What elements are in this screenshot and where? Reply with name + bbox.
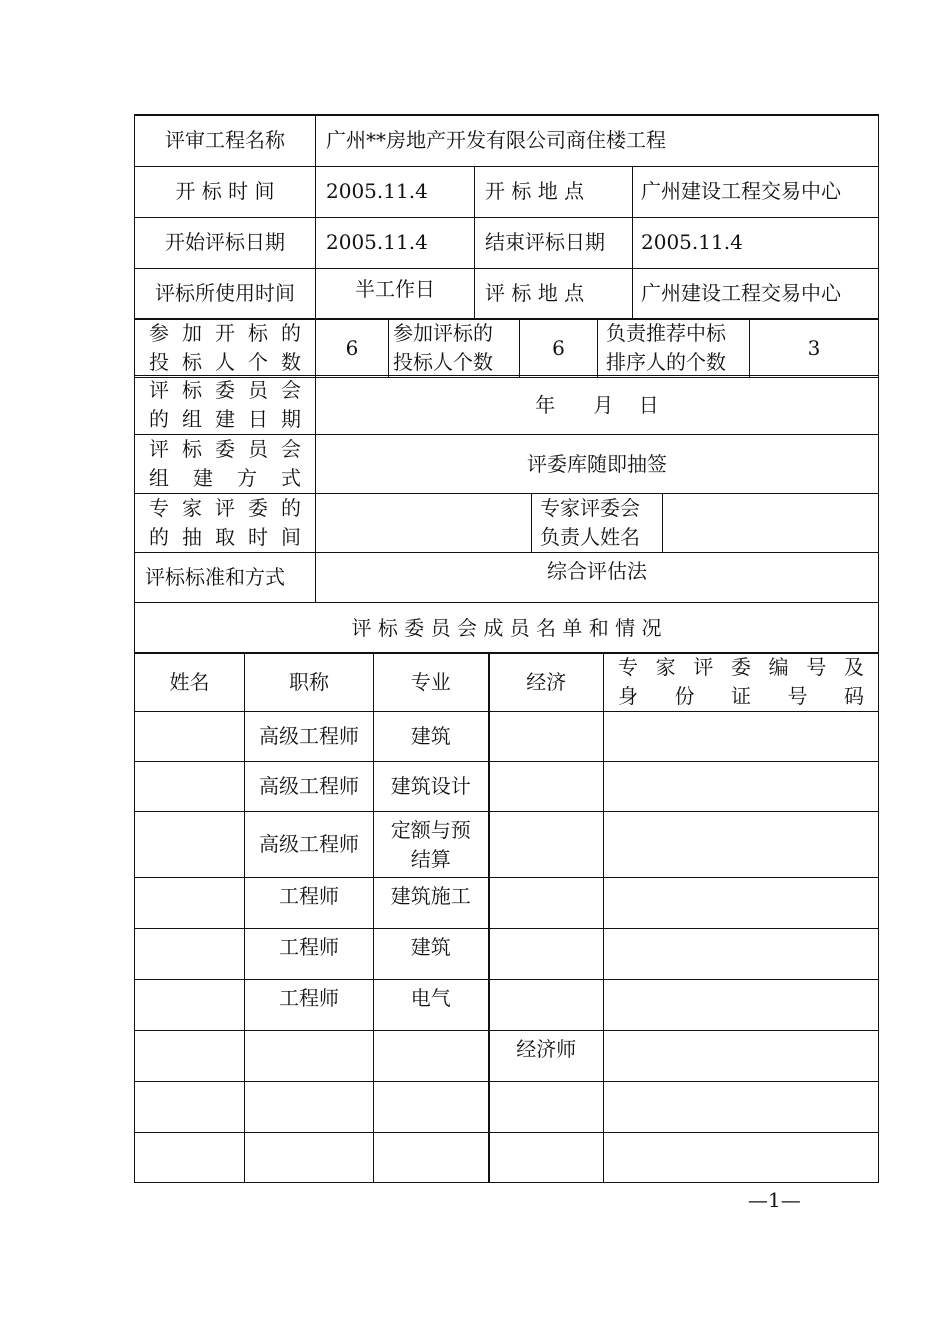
project-value: 广州**房地产开发有限公司商住楼工程 xyxy=(316,115,879,166)
member-id xyxy=(604,762,879,812)
leader-value xyxy=(663,494,879,553)
member-id xyxy=(604,1031,879,1082)
member-row xyxy=(135,1031,879,1082)
leader-label-line2: 负责人姓名 xyxy=(540,525,640,549)
formed-date-label xyxy=(135,376,316,435)
opening-time-value: 2005.11.4 xyxy=(316,166,475,217)
member-id xyxy=(604,1133,879,1183)
eval-place-label: 评 标 地 点 xyxy=(475,268,633,319)
formed-method-label xyxy=(135,435,316,494)
bidders-table xyxy=(134,318,879,378)
member-name xyxy=(135,1031,245,1082)
eval-end-value: 2005.11.4 xyxy=(633,217,879,268)
member-id xyxy=(604,980,879,1031)
eval-bidders-label xyxy=(389,319,520,378)
opening-bidders-label-line2: 投 标 人 个 数 xyxy=(149,350,301,374)
eval-bidders-count: 6 xyxy=(520,319,598,378)
member-row xyxy=(135,980,879,1031)
member-name xyxy=(135,878,245,929)
opening-time-label: 开 标 时 间 xyxy=(135,166,316,217)
member-name xyxy=(135,1133,245,1183)
header-title: 职称 xyxy=(245,653,374,712)
standard-value: 综合评估法 xyxy=(316,553,879,603)
draw-time-label xyxy=(135,494,316,553)
member-major xyxy=(374,1082,489,1133)
header-id xyxy=(604,653,879,712)
eval-duration-label: 评标所使用时间 xyxy=(135,268,316,319)
opening-bidders-count: 6 xyxy=(316,319,389,378)
page-number: —1— xyxy=(748,1188,801,1212)
member-major: 建筑 xyxy=(374,929,489,980)
opening-place-label: 开 标 地 点 xyxy=(475,166,633,217)
eval-bidders-label-line2: 投标人个数 xyxy=(393,350,493,374)
draw-time-label-line2: 的 抽 取 时 间 xyxy=(149,525,301,549)
member-row xyxy=(135,878,879,929)
formed-date-value: 年 月 日 xyxy=(316,376,879,435)
member-title: 工程师 xyxy=(245,878,374,929)
member-economy xyxy=(489,812,604,878)
ranked-label xyxy=(598,319,750,378)
committee-table xyxy=(134,375,879,654)
member-major xyxy=(374,812,489,878)
formed-date-label-line1: 评 标 委 员 会 xyxy=(149,378,301,402)
member-major-line1: 定额与预 xyxy=(390,817,471,842)
member-name xyxy=(135,812,245,878)
member-major: 电气 xyxy=(374,980,489,1031)
member-name xyxy=(135,929,245,980)
member-row xyxy=(135,929,879,980)
member-title: 工程师 xyxy=(245,980,374,1031)
member-economy xyxy=(489,878,604,929)
members-title: 评 标 委 员 会 成 员 名 单 和 情 况 xyxy=(135,603,879,654)
opening-bidders-label-line1: 参 加 开 标 的 xyxy=(149,321,301,345)
member-title xyxy=(245,1031,374,1082)
member-major xyxy=(374,1133,489,1183)
eval-duration-value: 半工作日 xyxy=(316,268,475,319)
formed-method-value: 评委库随即抽签 xyxy=(316,435,879,494)
member-title xyxy=(245,1082,374,1133)
member-economy xyxy=(489,762,604,812)
ranked-label-line1: 负责推荐中标 xyxy=(606,321,726,345)
eval-bidders-label-line1: 参加评标的 xyxy=(393,321,493,345)
member-row xyxy=(135,712,879,762)
member-row xyxy=(135,1133,879,1183)
member-major: 建筑设计 xyxy=(374,762,489,812)
member-id xyxy=(604,878,879,929)
member-id xyxy=(604,712,879,762)
member-title: 高级工程师 xyxy=(245,762,374,812)
member-name xyxy=(135,712,245,762)
eval-start-label: 开始评标日期 xyxy=(135,217,316,268)
header-id-line2: 身 份 证 号 码 xyxy=(618,684,864,708)
member-id xyxy=(604,1082,879,1133)
member-major: 建筑 xyxy=(374,712,489,762)
member-title: 高级工程师 xyxy=(245,712,374,762)
member-row xyxy=(135,1082,879,1133)
formed-method-label-line1: 评 标 委 员 会 xyxy=(149,437,301,461)
draw-time-value xyxy=(316,494,532,553)
member-economy xyxy=(489,1082,604,1133)
header-economy: 经济 xyxy=(489,653,604,712)
eval-place-value: 广州建设工程交易中心 xyxy=(633,268,879,319)
opening-place-value: 广州建设工程交易中心 xyxy=(633,166,879,217)
member-id xyxy=(604,929,879,980)
member-economy xyxy=(489,929,604,980)
member-economy: 经济师 xyxy=(489,1031,604,1082)
eval-end-label: 结束评标日期 xyxy=(475,217,633,268)
evaluation-info-table xyxy=(134,114,879,320)
member-economy xyxy=(489,980,604,1031)
leader-label xyxy=(532,494,663,553)
member-name xyxy=(135,980,245,1031)
eval-start-value: 2005.11.4 xyxy=(316,217,475,268)
members-table xyxy=(134,652,879,1183)
member-row xyxy=(135,762,879,812)
member-title: 高级工程师 xyxy=(245,812,374,878)
member-name xyxy=(135,1082,245,1133)
formed-method-label-line2: 组 建 方 式 xyxy=(149,466,301,490)
member-name xyxy=(135,762,245,812)
member-economy xyxy=(489,1133,604,1183)
formed-date-label-line2: 的 组 建 日 期 xyxy=(149,407,301,431)
ranked-label-line2: 排序人的个数 xyxy=(606,350,726,374)
ranked-count: 3 xyxy=(750,319,879,378)
member-title xyxy=(245,1133,374,1183)
member-id xyxy=(604,812,879,878)
member-economy xyxy=(489,712,604,762)
opening-bidders-label xyxy=(135,319,316,378)
leader-label-line1: 专家评委会 xyxy=(540,496,640,520)
member-major-line2: 结算 xyxy=(410,846,451,871)
member-title: 工程师 xyxy=(245,929,374,980)
header-name: 姓名 xyxy=(135,653,245,712)
member-major: 建筑施工 xyxy=(374,878,489,929)
project-label: 评审工程名称 xyxy=(135,115,316,166)
header-major: 专业 xyxy=(374,653,489,712)
member-row xyxy=(135,812,879,878)
member-major xyxy=(374,1031,489,1082)
standard-label: 评标标准和方式 xyxy=(135,553,316,603)
draw-time-label-line1: 专 家 评 委 的 xyxy=(149,496,301,520)
header-id-line1: 专 家 评 委 编 号 及 xyxy=(618,655,864,679)
